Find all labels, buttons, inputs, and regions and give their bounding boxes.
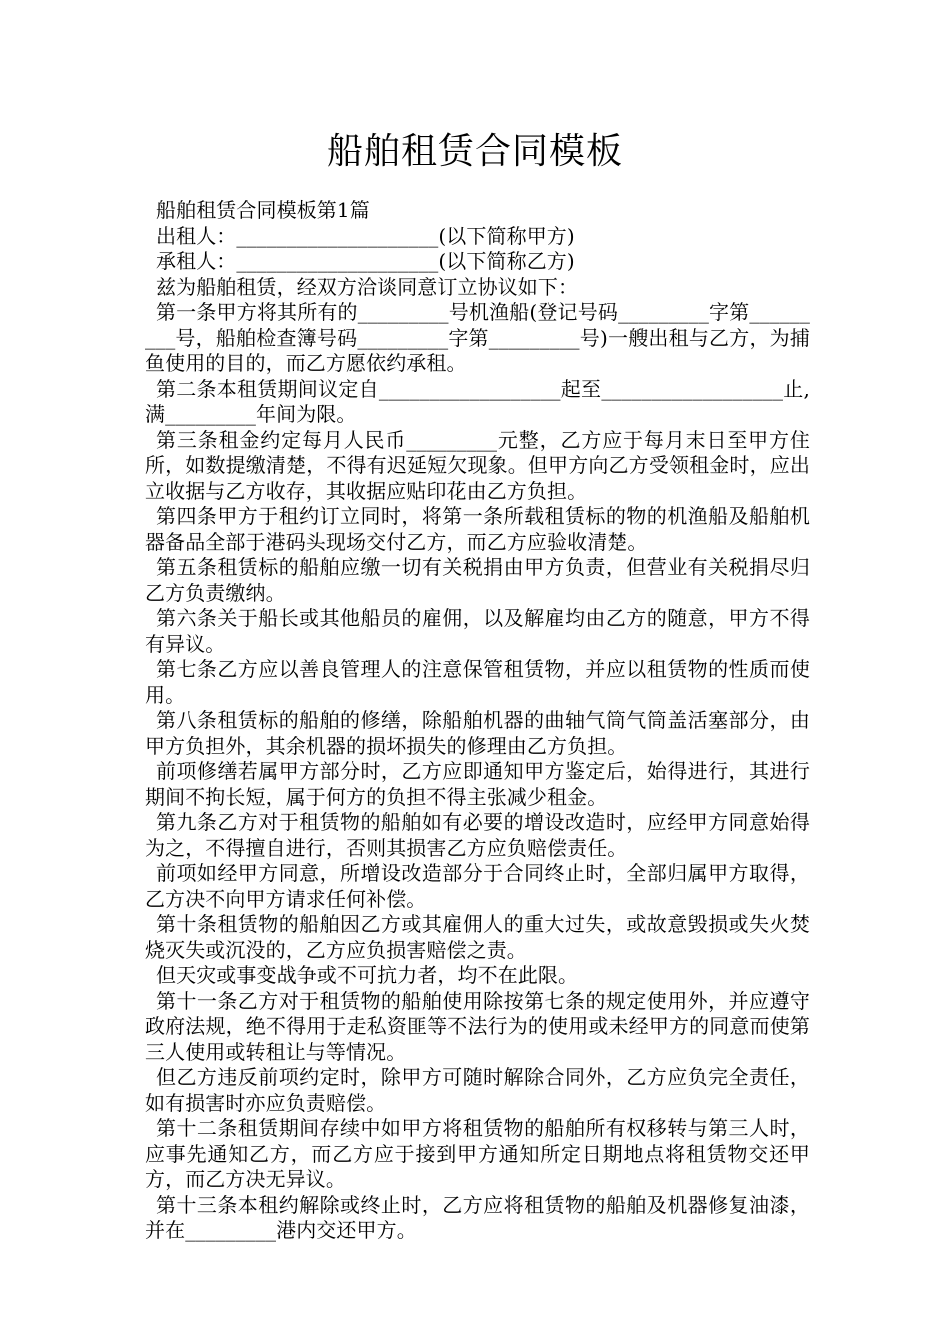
paragraph-article-8-note: 前项修缮若属甲方部分时，乙方应即通知甲方鉴定后，始得进行，其进行期间不拘长短，属于何方的负担不得主张减少租金。 (145, 759, 810, 809)
paragraph-article-6: 第六条关于船长或其他船员的雇佣，以及解雇均由乙方的随意，甲方不得有异议。 (145, 606, 810, 656)
paragraph-article-9: 第九条乙方对于租赁物的船舶如有必要的增设改造时，应经甲方同意始得为之，不得擅自进行，否则其损害乙方应负赔偿责任。 (145, 810, 810, 860)
paragraph-article-3: 第三条租金约定每月人民币_________元整，乙方应于每月末日至甲方住所，如数提缴清楚，不得有迟延短欠现象。但甲方向乙方受领租金时，应出立收据与乙方收存，其收据应贴印花由乙方负担。 (145, 427, 810, 503)
paragraph-preamble: 兹为船舶租赁，经双方洽谈同意订立协议如下： (156, 274, 579, 299)
document-title: 船舶租赁合同模板 (326, 131, 623, 172)
paragraph-article-12: 第十二条租赁期间存续中如甲方将租赁物的船舶所有权移转与第三人时，应事先通知乙方，而乙方应于接到甲方通知所定日期地点将租赁物交还甲方，而乙方决无异议。 (145, 1116, 810, 1191)
paragraph-article-11-note: 但乙方违反前项约定时，除甲方可随时解除合同外，乙方应负完全责任，如有损害时亦应负责赔偿。 (145, 1065, 810, 1115)
paragraph-lessor: 出租人：____________________(以下简称甲方) (156, 223, 575, 248)
paragraph-article-8: 第八条租赁标的船舶的修缮，除船舶机器的曲轴气筒气筒盖活塞部分，由甲方负担外，其余机器的损坏损失的修理由乙方负担。 (145, 708, 810, 758)
paragraph-article-4: 第四条甲方于租约订立同时，将第一条所载租赁标的物的机渔船及船舶机器备品全部于港码头现场交付乙方，而乙方应验收清楚。 (145, 504, 810, 554)
paragraph-article-5: 第五条租赁标的船舶应缴一切有关税捐由甲方负责，但营业有关税捐尽归乙方负责缴纳。 (145, 555, 810, 605)
paragraph-article-9-note: 前项如经甲方同意，所增设改造部分于合同终止时，全部归属甲方取得，乙方决不向甲方请求任何补偿。 (145, 861, 810, 911)
paragraph-article-2: 第二条本租赁期间议定自__________________起至__________________止,满_________年间为限。 (145, 376, 810, 426)
paragraph-article-11: 第十一条乙方对于租赁物的船舶使用除按第七条的规定使用外，并应遵守政府法规，绝不得用于走私资匪等不法行为的使用或未经甲方的同意而使第三人使用或转租让与等情况。 (145, 988, 810, 1064)
paragraph-subtitle: 船舶租赁合同模板第1篇 (156, 198, 370, 222)
paragraph-article-10: 第十条租赁物的船舶因乙方或其雇佣人的重大过失，或故意毁损或失火焚烧灭失或沉没的，乙方应负损害赔偿之责。 (145, 912, 810, 962)
document-body (145, 198, 810, 1244)
paragraph-article-7: 第七条乙方应以善良管理人的注意保管租赁物，并应以租赁物的性质而使用。 (145, 657, 810, 707)
paragraph-article-1: 第一条甲方将其所有的_________号机渔船(登记号码_________字第_________号，船舶检查簿号码_________字第_________号)一艘出租与乙方，为捕鱼使用的目的，而乙方愿依约承租。 (145, 300, 810, 375)
paragraph-lessee: 承租人：____________________(以下简称乙方) (156, 249, 575, 273)
paragraph-article-10-note: 但天灾或事变战争或不可抗力者，均不在此限。 (156, 963, 579, 987)
paragraph-article-13: 第十三条本租约解除或终止时，乙方应将租赁物的船舶及机器修复油漆，并在_________港内交还甲方。 (145, 1192, 810, 1242)
